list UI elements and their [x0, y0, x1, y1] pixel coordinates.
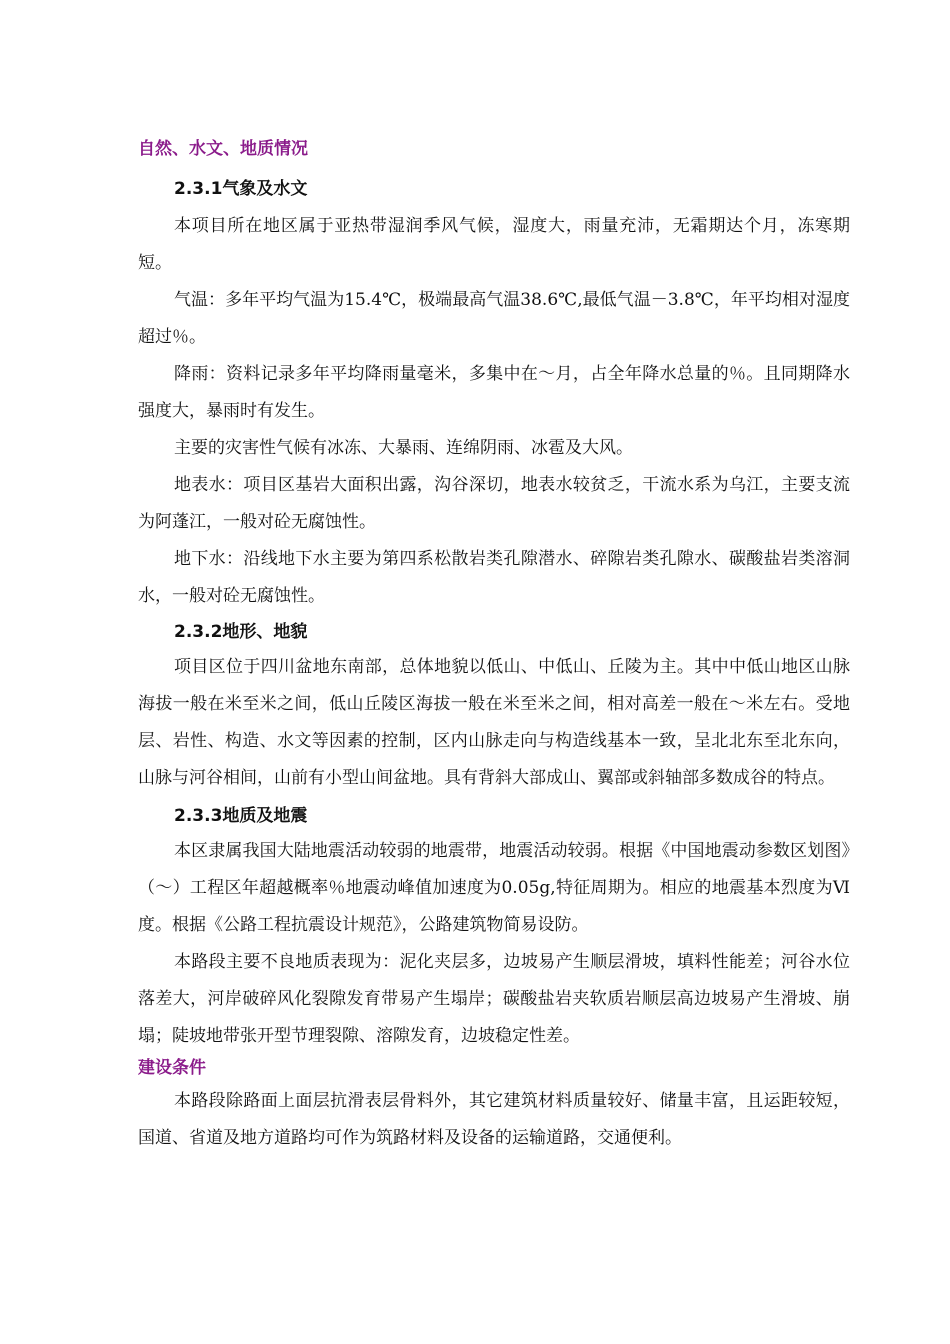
paragraph-disasters: 主要的灾害性气候有冰冻、大暴雨、连绵阴雨、冰雹及大风。	[174, 438, 633, 458]
paragraph-adverse-geology: 本路段主要不良地质表现为：泥化夹层多，边坡易产生顺层滑坡，填料性能差；河谷水位落差大，河岸破碎风化裂隙发育带易产生塌岸；碳酸盐岩夹软质岩顺层高边坡易产生滑坡、崩塌；陡坡地带张开型节理裂隙、溶隙发育，边坡稳定性差。	[138, 952, 850, 1046]
subheading-landform: 2.3.2地形、地貌	[174, 622, 308, 642]
paragraph-climate-overview: 本项目所在地区属于亚热带湿润季风气候，湿度大，雨量充沛，无霜期达个月，冻寒期短。	[138, 216, 850, 273]
subheading-geology-earthquake: 2.3.3地质及地震	[174, 806, 308, 826]
paragraph-rainfall: 降雨：资料记录多年平均降雨量毫米，多集中在～月，占全年降水总量的％。且同期降水强度大，暴雨时有发生。	[138, 364, 850, 421]
paragraph-earthquake: 本区隶属我国大陆地震活动较弱的地震带，地震活动较弱。根据《中国地震动参数区划图》（～）工程区年超越概率％地震动峰值加速度为0.05g,特征周期为。相应的地震基本烈度为Ⅵ度。根据《公路工程抗震设计规范》，公路建筑物简易设防。	[138, 841, 850, 935]
subheading-climate-hydrology: 2.3.1气象及水文	[174, 179, 308, 199]
paragraph-landform: 项目区位于四川盆地东南部，总体地貌以低山、中低山、丘陵为主。其中中低山地区山脉海拔一般在米至米之间，低山丘陵区海拔一般在米至米之间，相对高差一般在～米左右。受地层、岩性、构造、水文等因素的控制，区内山脉走向与构造线基本一致，呈北北东至北东向，山脉与河谷相间，山前有小型山间盆地。具有背斜大部成山、翼部或斜轴部多数成谷的特点。	[138, 657, 850, 788]
paragraph-construction-materials: 本路段除路面上面层抗滑表层骨料外，其它建筑材料质量较好、储量丰富，且运距较短，国道、省道及地方道路均可作为筑路材料及设备的运输道路，交通便利。	[138, 1091, 850, 1148]
section-heading-construction-conditions: 建设条件	[138, 1058, 206, 1078]
section-heading-natural-conditions: 自然、水文、地质情况	[138, 139, 308, 159]
paragraph-temperature: 气温：多年平均气温为15.4℃，极端最高气温38.6℃,最低气温－3.8℃，年平均相对湿度超过％。	[138, 290, 850, 347]
document-page	[138, 136, 850, 1157]
paragraph-surface-water: 地表水：项目区基岩大面积出露，沟谷深切，地表水较贫乏，干流水系为乌江，主要支流为阿蓬江，一般对砼无腐蚀性。	[138, 475, 850, 532]
paragraph-groundwater: 地下水：沿线地下水主要为第四系松散岩类孔隙潜水、碎隙岩类孔隙水、碳酸盐岩类溶洞水，一般对砼无腐蚀性。	[138, 549, 850, 606]
